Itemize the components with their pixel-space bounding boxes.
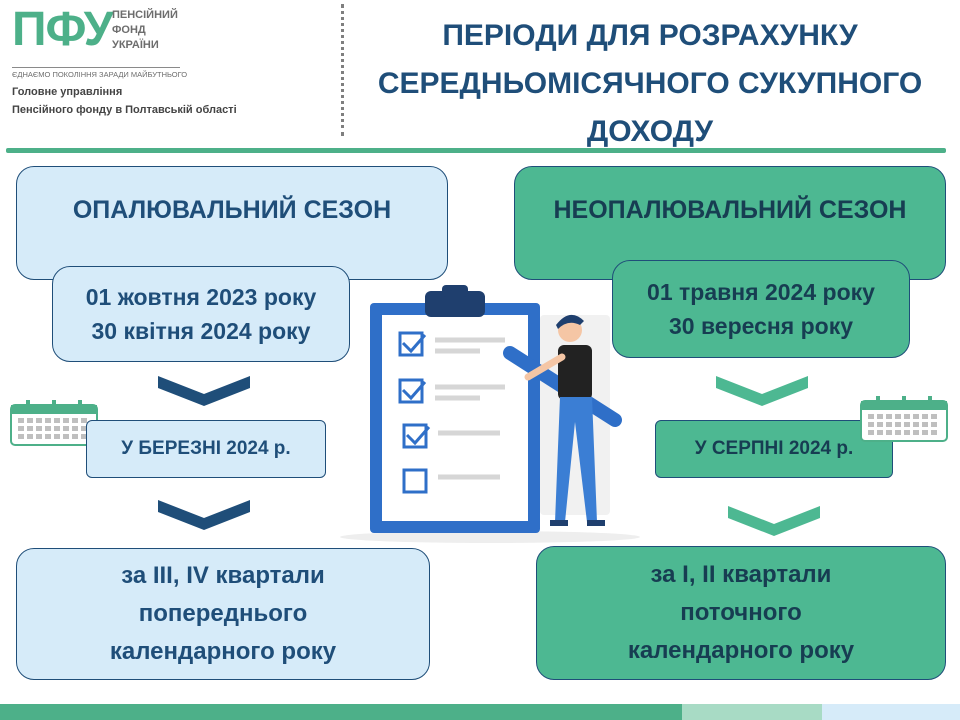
- heating-result-line-1: за ІІІ, IV квартали: [121, 562, 325, 589]
- non-heating-season-label: НЕОПАЛЮВАЛЬНИЙ СЕЗОН: [553, 195, 907, 224]
- org-line-2: Пенсійного фонду в Полтавській області: [12, 104, 237, 116]
- title-line-2: СЕРЕДНЬОМІСЯЧНОГО СУКУПНОГО: [377, 67, 923, 100]
- chevron-down-icon-2: [158, 500, 250, 530]
- heating-result-line-3: календарного року: [109, 638, 337, 665]
- chevron-down-icon-3: [716, 376, 808, 406]
- non-heating-result-line-3: календарного року: [627, 637, 855, 664]
- title-line-1: ПЕРІОДИ ДЛЯ РОЗРАХУНКУ: [442, 19, 858, 52]
- org-line-1: Головне управління: [12, 86, 123, 98]
- heating-season-box: [16, 166, 448, 280]
- non-heating-month-label: У СЕРПНІ 2024 р.: [694, 438, 854, 459]
- header-rule: [6, 148, 946, 153]
- non-heating-result-line-1: за І, ІІ квартали: [650, 561, 832, 588]
- clipboard-illustration: [330, 285, 640, 545]
- non-heating-result-box: [536, 546, 946, 680]
- footer-stripe-blue: [822, 704, 960, 720]
- non-heating-period-box: [612, 260, 910, 358]
- title-line-3: ДОХОДУ: [586, 115, 714, 148]
- non-heating-date-from: 01 травня 2024 року: [647, 279, 875, 305]
- heating-result-box: [16, 548, 430, 680]
- logo-name: [112, 8, 192, 53]
- heating-date-from: 01 жовтня 2023 року: [85, 284, 317, 310]
- logo-name-line-3: УКРАЇНИ: [112, 39, 159, 51]
- organization-name: [12, 83, 237, 119]
- non-heating-result-line-2: поточного: [680, 599, 802, 626]
- non-heating-date-to: 30 вересня року: [668, 313, 854, 339]
- calendar-icon-2: [860, 396, 948, 442]
- heating-month-box: [86, 420, 326, 478]
- slogan: ЄДНАЄМО ПОКОЛІННЯ ЗАРАДИ МАЙБУТНЬОГО: [12, 67, 180, 79]
- footer-stripe-green: [0, 704, 682, 720]
- heating-date-to: 30 квітня 2024 року: [91, 318, 311, 344]
- logo-name-line-1: ПЕНСІЙНИЙ: [112, 9, 178, 21]
- pfu-logo: ПФУ: [12, 3, 113, 56]
- header-divider: [341, 4, 344, 136]
- heating-month-label: У БЕРЕЗНІ 2024 р.: [121, 438, 291, 459]
- non-heating-month-box: [655, 420, 893, 478]
- calendar-icon: [10, 400, 98, 446]
- heating-season-label: ОПАЛЮВАЛЬНИЙ СЕЗОН: [72, 195, 392, 224]
- page-title: [350, 12, 950, 156]
- heating-result-line-2: попереднього: [138, 600, 308, 627]
- footer-stripe-mint: [682, 704, 822, 720]
- chevron-down-icon: [158, 376, 250, 406]
- chevron-down-icon-4: [728, 506, 820, 536]
- heating-period-box: [52, 266, 350, 362]
- logo-name-line-2: ФОНД: [112, 24, 146, 36]
